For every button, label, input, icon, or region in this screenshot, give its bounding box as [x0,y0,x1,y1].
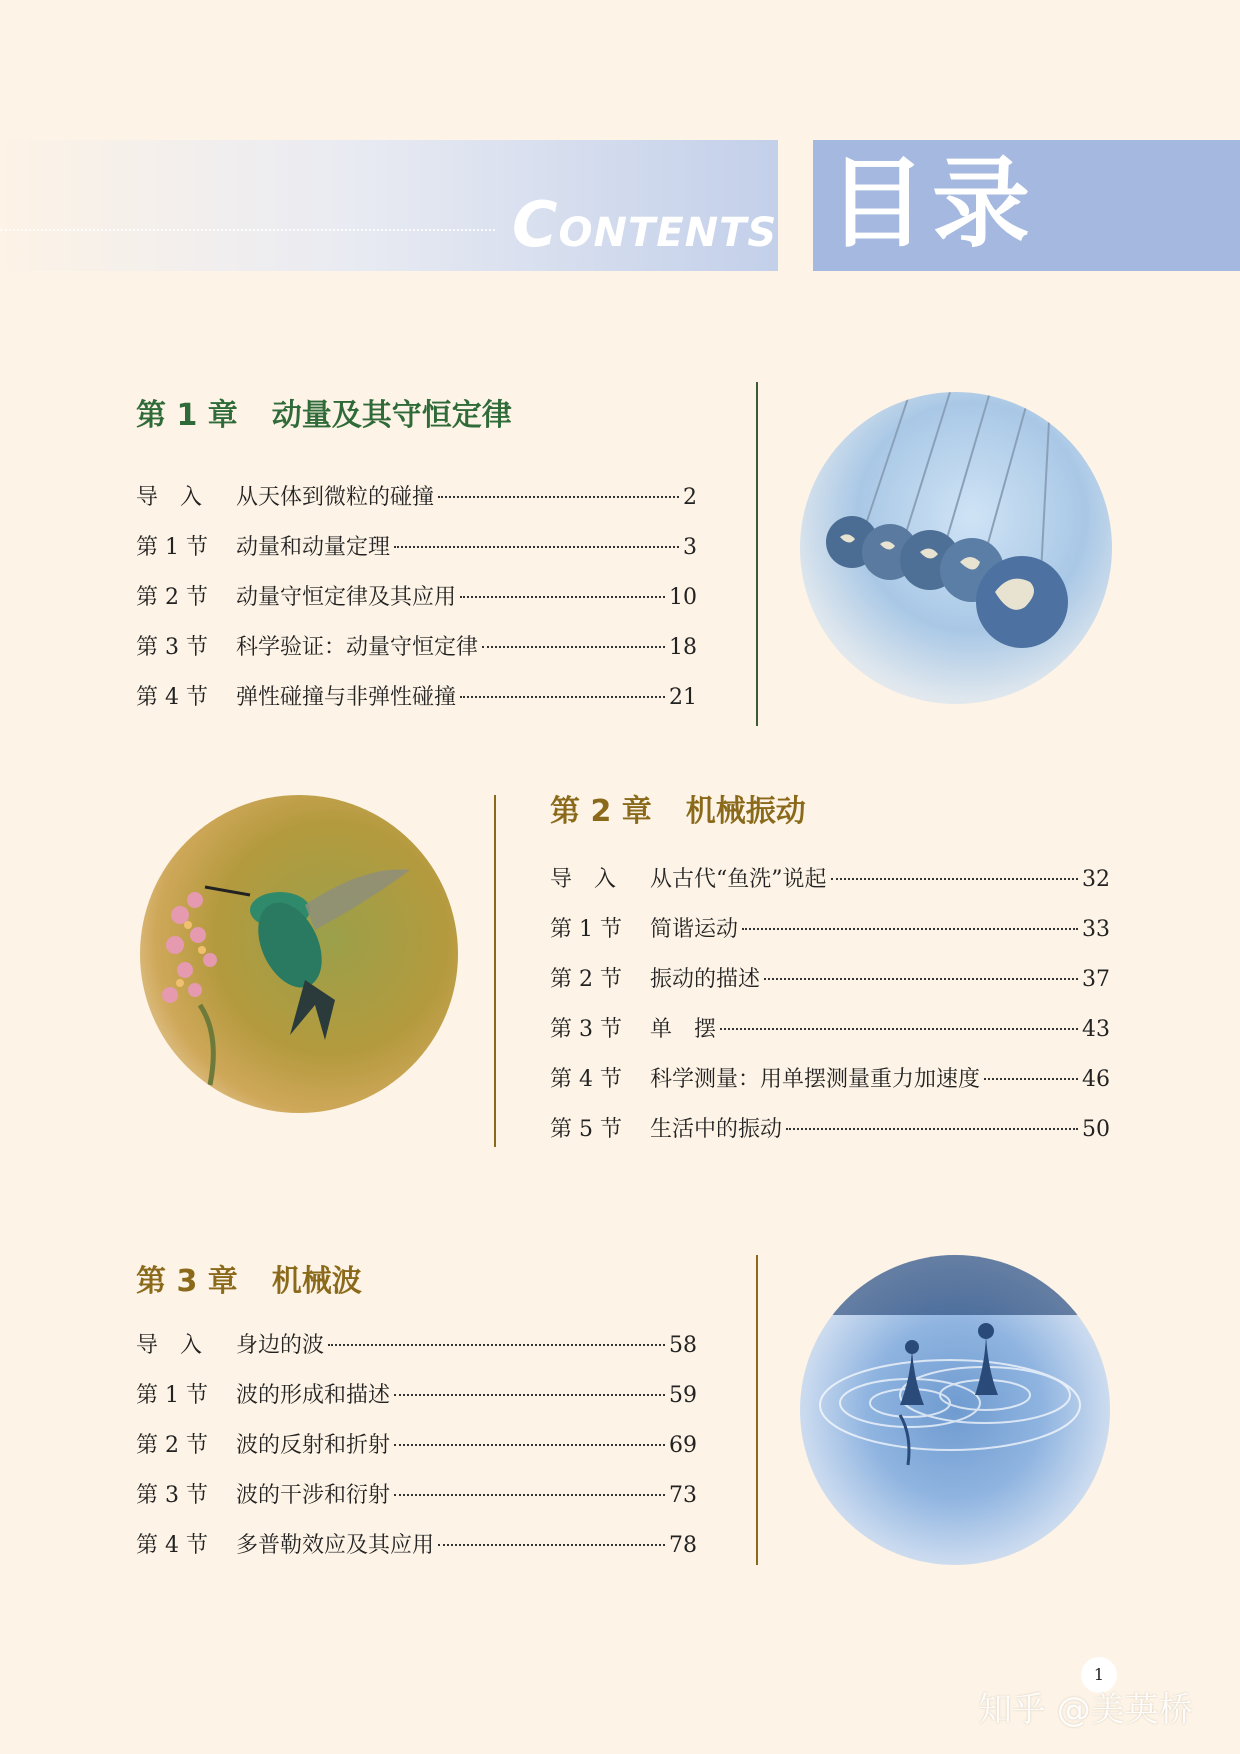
leader-dots [438,1544,665,1546]
newtons-cradle-image [800,392,1112,704]
chapter-1-divider [756,382,758,726]
leader-dots [394,1494,665,1496]
leader-dots [328,1344,665,1346]
leader-dots [394,1394,665,1396]
leader-dots [786,1128,1078,1130]
watermark: 知乎 @美英桥 [978,1690,1193,1730]
toc-entry[interactable]: 第 5 节 生活中的振动 50 [550,1117,1110,1142]
toc-entry[interactable]: 第 3 节 单 摆 43 [550,1017,1110,1042]
toc-entry[interactable]: 第 1 节 波的形成和描述 59 [136,1383,697,1408]
header-dotted-rule [0,229,495,231]
leader-dots [831,878,1079,880]
toc-entry[interactable]: 第 1 节 简谐运动 33 [550,917,1110,942]
toc-entry[interactable]: 导 入 从古代“鱼洗”说起 32 [550,867,1110,892]
leader-dots [742,928,1078,930]
toc-entry[interactable]: 第 4 节 弹性碰撞与非弹性碰撞 21 [136,685,697,710]
water-ripple-illustration [800,1255,1110,1565]
toc-entry[interactable]: 第 4 节 多普勒效应及其应用 78 [136,1533,697,1558]
leader-dots [394,546,679,548]
leader-dots [720,1028,1078,1030]
hummingbird-illustration [140,795,458,1113]
leader-dots [482,646,665,648]
toc-entry[interactable]: 第 1 节 动量和动量定理 3 [136,535,697,560]
page-number: 1 [1081,1657,1117,1693]
leader-dots [438,496,679,498]
toc-entry[interactable]: 第 3 节 波的干涉和衍射 73 [136,1483,697,1508]
chapter-3-divider [756,1255,758,1565]
toc-entry[interactable]: 导 入 从天体到微粒的碰撞 2 [136,485,697,510]
page-title: 目录 [828,147,1037,261]
leader-dots [460,596,665,598]
toc-entry[interactable]: 第 2 节 振动的描述 37 [550,967,1110,992]
leader-dots [984,1078,1078,1080]
toc-entry[interactable]: 第 4 节 科学测量：用单摆测量重力加速度 46 [550,1067,1110,1092]
leader-dots [764,978,1078,980]
leader-dots [394,1444,665,1446]
toc-entry[interactable]: 第 2 节 动量守恒定律及其应用 10 [136,585,697,610]
chapter-2-divider [494,795,496,1147]
toc-entry[interactable]: 第 2 节 波的反射和折射 69 [136,1433,697,1458]
toc-entry[interactable]: 导 入 身边的波 58 [136,1333,697,1358]
water-drop-image [800,1255,1110,1565]
toc-entry[interactable]: 第 3 节 科学验证：动量守恒定律 18 [136,635,697,660]
chapter-1-title: 第 1 章 动量及其守恒定律 [136,398,512,433]
hummingbird-image [140,795,458,1113]
chapter-3-title: 第 3 章 机械波 [136,1264,362,1299]
contents-heading: CONTENTS [512,188,778,261]
newtons-cradle-illustration [800,392,1112,704]
chapter-2-title: 第 2 章 机械振动 [550,794,806,829]
leader-dots [460,696,665,698]
